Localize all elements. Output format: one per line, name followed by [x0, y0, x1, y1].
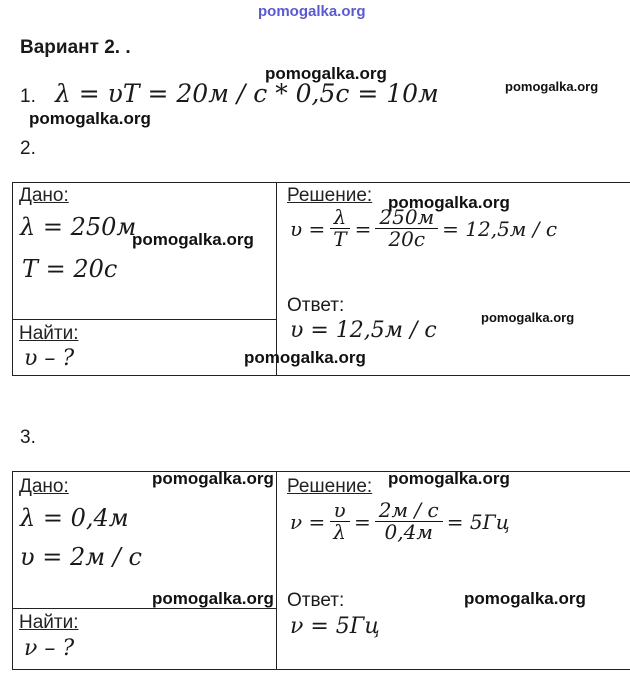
fraction-1-numerator: λ: [330, 207, 351, 229]
sol-result: = 5Гц: [446, 509, 510, 534]
sol-lhs: ν =: [290, 509, 326, 534]
fraction-2-numerator: 2м / с: [375, 500, 443, 522]
sol-lhs: υ =: [290, 216, 326, 241]
solution-label: Решение:: [287, 476, 373, 497]
watermark: pomogalka.org: [481, 310, 575, 325]
problem-3-number: 3.: [20, 427, 36, 448]
watermark: pomogalka.org: [152, 469, 274, 488]
fraction-1-denominator: λ: [333, 520, 346, 544]
answer-label: Ответ:: [287, 590, 345, 611]
find-value: ν – ?: [24, 636, 75, 661]
solution-label: Решение:: [287, 185, 373, 206]
find-label: Найти:: [19, 612, 79, 633]
fraction-2: [375, 500, 443, 543]
fraction-2: [375, 207, 438, 250]
fraction-1-denominator: T: [333, 227, 347, 251]
fraction-1: [329, 207, 350, 250]
page-title: Вариант 2. .: [20, 37, 131, 58]
sol-result: = 12,5м / с: [442, 216, 558, 241]
watermark: pomogalka.org: [388, 193, 510, 212]
given-period: T = 20с: [22, 255, 118, 283]
given-wavelength: λ = 0,4м: [20, 504, 129, 532]
problem-1-formula: λ = υT = 20м / с * 0,5с = 10м: [55, 79, 439, 108]
watermark: pomogalka.org: [29, 109, 151, 128]
given-velocity: υ = 2м / с: [20, 543, 142, 571]
watermark: pomogalka.org: [152, 589, 274, 608]
fraction-2-denominator: 20с: [388, 227, 426, 251]
sol-equals: =: [354, 216, 372, 241]
sol-equals: =: [353, 509, 371, 534]
watermark: pomogalka.org: [388, 469, 510, 488]
watermark: pomogalka.org: [464, 589, 586, 608]
fraction-2-numerator: 250м: [375, 207, 438, 229]
given-wavelength: λ = 250м: [20, 213, 137, 241]
watermark-top: pomogalka.org: [258, 3, 366, 20]
solution-formula: [290, 500, 510, 543]
problem-1-number: 1.: [20, 86, 36, 107]
find-label: Найти:: [19, 323, 79, 344]
given-label: Дано:: [19, 185, 69, 206]
fraction-1-numerator: υ: [330, 500, 350, 522]
solution-formula: [290, 207, 557, 250]
answer-label: Ответ:: [287, 295, 345, 316]
watermark: pomogalka.org: [132, 230, 254, 249]
watermark: pomogalka.org: [244, 348, 366, 367]
watermark: pomogalka.org: [505, 79, 599, 94]
answer-value: ν = 5Гц: [290, 614, 380, 639]
watermark: pomogalka.org: [265, 64, 387, 83]
problem-2-number: 2.: [20, 138, 36, 159]
fraction-2-denominator: 0,4м: [384, 520, 433, 544]
find-value: υ – ?: [24, 346, 75, 371]
answer-value: υ = 12,5м / с: [290, 318, 437, 343]
fraction-1: [329, 500, 350, 543]
given-label: Дано:: [19, 476, 69, 497]
